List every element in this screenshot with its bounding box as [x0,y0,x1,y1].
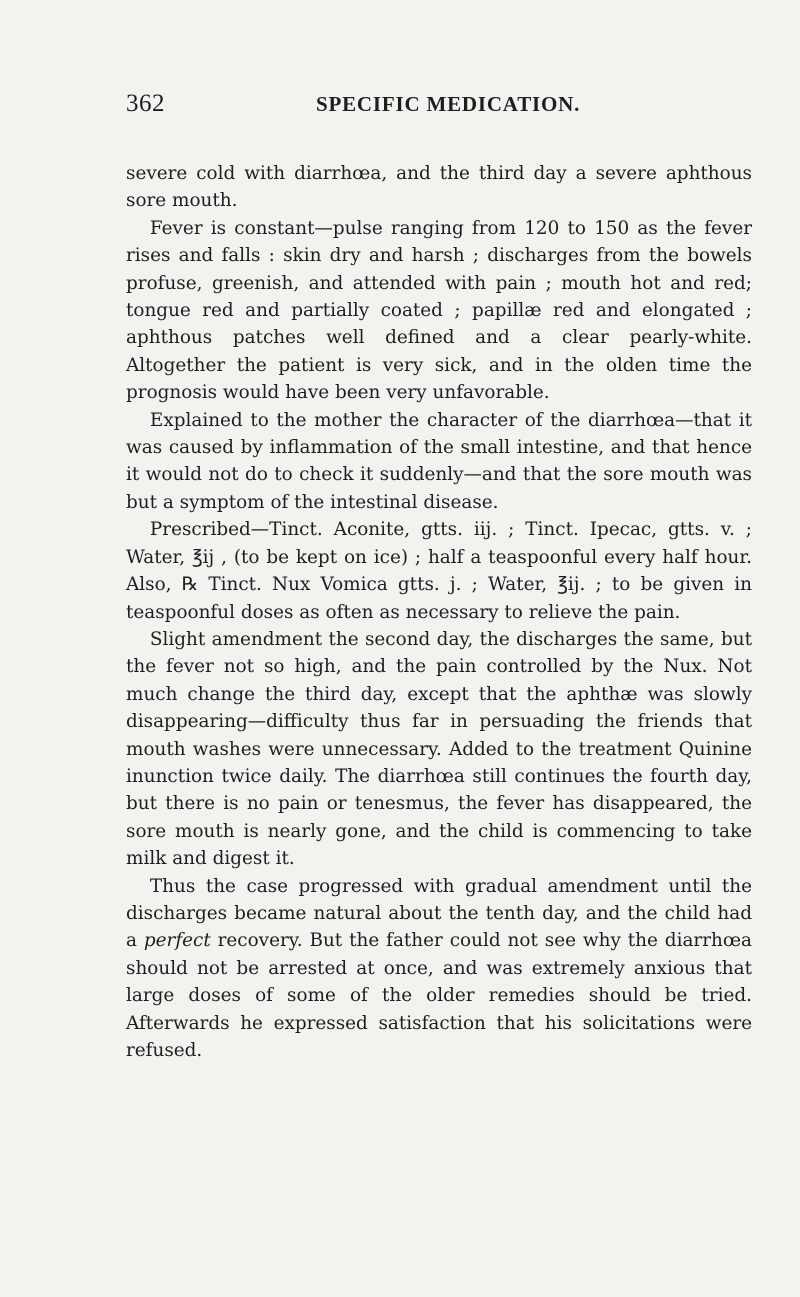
running-title: SPECIFIC MEDICATION. [316,92,581,116]
paragraph-fever: Fever is constant—pulse ranging from 120 to 150 as the fever rises and falls : skin dry and harsh ; discharges from the bowels profuse, greenish, and attended with pain ; mouth hot and red; tongue red and partially coated ; papillæ red and elongated ; aphthous patches well defined and a clear pearly-white. Altogether the patient is very sick, and in the olden time the prognosis would have been very unfavorable. [126,217,752,404]
paragraph-explanation: Explained to the mother the character of the diarrhœa—that it was caused by inflammation of the small intestine, and that hence it would not do to check it suddenly—and that the sore mouth was but a symptom of the intestinal disease. [126,409,752,513]
outcome-text-after: recovery. But the father could not see why the diarrhœa should not be arrested at once, and was extremely anxious that large doses of some of the older remedies should be tried. Afterwards he expressed satisfaction that his solicitations were refused. [126,930,752,1061]
paragraph-outcome [126,873,752,1065]
running-head [126,90,752,126]
outcome-emphasis: perfect [143,930,211,952]
body-text [126,160,752,1064]
paragraph-progress: Slight amendment the second day, the discharges the same, but the fever not so high, and the pain controlled by the Nux. Not much change the third day, except that the aphthæ was slowly disappearing—difficulty thus far in persuading the friends that mouth washes were unnecessary. Added to the treatment Quinine inunction twice daily. The diarrhœa still continues the fourth day, but there is no pain or tenesmus, the fever has disappeared, the sore mouth is nearly gone, and the child is commencing to take milk and digest it. [126,628,752,870]
paragraph-continuation: severe cold with diarrhœa, and the third day a severe aphthous sore mouth. [126,163,752,212]
paragraph-prescription: Prescribed—Tinct. Aconite, gtts. iij. ; Tinct. Ipecac, gtts. v. ; Water, ℥ij , (to be kept on ice) ; half a teaspoonful every half hour. Also, ℞ Tinct. Nux Vomica gtts. j. ; Water, ℥ij. ; to be given in teaspoonful doses as often as necessary to relieve the pain. [126,519,752,623]
outcome-text-before: Thus the case progressed with gradual amendment until the discharges became natural about the tenth day, and the child had a [126,875,752,952]
page-number: 362 [126,90,165,117]
